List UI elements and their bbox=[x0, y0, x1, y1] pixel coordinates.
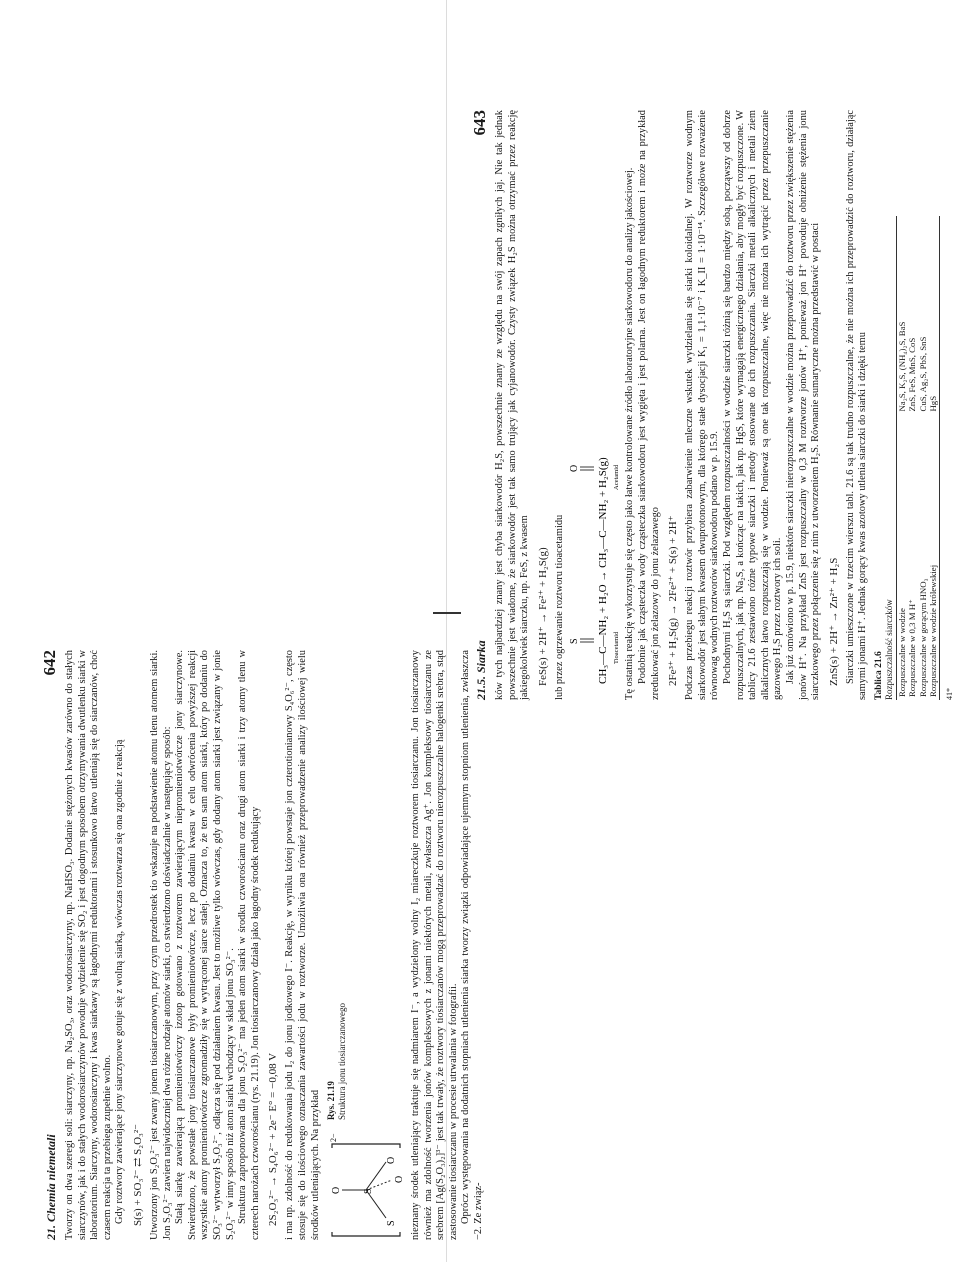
table-row bbox=[928, 216, 939, 700]
paragraph: nieznany środek utleniający traktuje się nadmiarem I⁻, a wydzielony wolny I₂ miareczkuje roztworem tiosiarczanu. Jon tiosiarczanowy również ma zdolność tworzenia jonów kompleksowych z jonami niektórych metali, zwłaszcza Ag⁺. Jon kompleksowy tiosiarczanu ze srebrem [Ag(S₂O₃)₂]³⁻ jest tak trwały, że roztwory tiosiarczanów mogą przeprowadzać do roztworu nierozpuszczalne halogenki srebra, stąd zastosowanie tiosiarczanu w procesie utrwalania w fotografii. bbox=[410, 650, 459, 1240]
atom-label: O bbox=[386, 1156, 398, 1164]
page-643 bbox=[470, 110, 954, 700]
equation: S(s) + SO₃²⁻ ⇄ S₂O₃²⁻ bbox=[131, 1124, 144, 1226]
paragraph: Podobnie jak cząsteczka wody cząsteczka siarkowodoru jest wygięta i jest polarna. Jest on łagodnym reduktorem i może na przykład zredukować jon żelazowy do jonu żelazawego bbox=[636, 110, 661, 700]
thiosulfate-structure bbox=[326, 1130, 406, 1240]
paragraph: Oprócz występowania na dodatnich stopniach utlenienia siarka tworzy związki odpowiadające ujemnym stopniom utlenienia, zwłaszcza −2. Ze związ- bbox=[460, 650, 485, 1240]
table-cell: Na₂S, K₂S, (NH₄)₂S, BaS bbox=[896, 321, 907, 412]
paragraph: ków tych najbardziej znany jest chyba siarkowodór H₂S, powszechnie znany ze względu na swój zapach zgniłych jaj. Nie tak jednak powszechnie jest wiadome, że siarkowodór jest tak samo trujący jak cyjanowodór. Czysty związek H₂S można otrzymać przez reakcję jakiegokolwiek siarczku, np. FeS, z kwasem bbox=[494, 110, 531, 700]
table-cell: Rozpuszczalne w wodzie królewskiej bbox=[928, 564, 939, 697]
figure-label: Rys. 21.19 bbox=[326, 1081, 337, 1120]
atom-label: S bbox=[363, 1188, 375, 1194]
equation: 2Fe³⁺ + H₂S(g) → 2Fe²⁺ + S(s) + 2H⁺ bbox=[667, 515, 680, 686]
equation-text: CH₃—C—NH₂ + H₂O → CH₃—C—NH₂ + H₂S(g) bbox=[597, 457, 610, 684]
paragraph: Podczas przebiegu reakcji roztwór przybiera zabarwienie mleczne wskutek wydzielania się siarki koloidalnej. W roztworze wodnym siarkowodór jest słabym kwasem dwuprotonowym, dla którego stałe dysocjacji K₁ = 1,1·10⁻⁷ i K_II = 1·10⁻¹⁴. Szczegółowe rozważenie równowag wodnych roztworów siarkowodoru podano w p. 15.9. bbox=[684, 110, 721, 700]
running-head: 21. Chemia niemetali bbox=[44, 1134, 58, 1240]
compound-name: Acetamid bbox=[613, 464, 621, 490]
atom-label: S bbox=[569, 638, 581, 644]
table-cell: ZnS, FeS, MnS, CoS bbox=[907, 337, 918, 412]
solubility-table bbox=[896, 216, 940, 700]
paragraph: lub przez ogrzewanie roztworu tioacetamidu bbox=[553, 514, 565, 700]
equation: FeS(s) + 2H⁺ → Fe²⁺ + H₂S(g) bbox=[536, 547, 549, 686]
table-cell: Rozpuszczalne w gorącym HNO₃ bbox=[917, 578, 928, 697]
running-head: 21.5. Siarka bbox=[474, 640, 488, 700]
paragraph: Gdy roztwory zawierające jony siarczynowe gotuje się z wolną siarką, wówczas roztwarza się ona zgodnie z reakcją bbox=[114, 739, 126, 1224]
page-number: 642 bbox=[40, 650, 59, 676]
atom-label: S bbox=[386, 1220, 398, 1226]
paragraph: Pochodnymi H₂S są siarczki. Pod względem rozpuszczalności w wodzie siarczki różnią się bardzo między sobą, począwszy od dobrze rozpuszczalnych, jak np. Na₂S, a kończąc na takich, jak np. HgS, które wymagają energicznego działania, aby mogły być rozpuszczone. W tablicy 21.6 zestawiono różne typowe siarczki i metody stosowane do ich rozpuszczania. Siarczki metali alkalicznych i metali ziem alkalicznych łatwo rozpuszczają się w wodzie. Ponieważ są one tak rozpuszczalne, więc nie można ich wytrącić przez przepuszczanie gazowego H₂S przez roztwory ich soli. bbox=[721, 110, 784, 700]
paragraph: Stałą siarkę zawierającą promieniotwórczy izotop gotowano z roztworem zawierającym niepromieniotwórcze jony siarczynowe. Stwierdzono, że powstałe jony tiosiarczanowe były promieniotwórcze, lecz po dodaniu kwasu w celu odwrócenia powyższej reakcji wszystkie atomy promieniotwórcze zgromadziły się w wytrąconej siarce stałej. Oznacza to, że ten sam atom siarki, który po dodaniu do SO₃²⁻ wytworzył S₂O₃²⁻, odłącza się pod działaniem kwasu. Jest to możliwe tylko wówczas, gdy dodany atom siarki jest związany w jonie S₂O₃²⁻ w inny sposób niż atom siarki wchodzący w skład jonu SO₃²⁻. bbox=[174, 650, 236, 1240]
figure-caption bbox=[326, 1003, 348, 1120]
signature-mark: 41* bbox=[944, 688, 954, 700]
paragraph: Tę ostatnią reakcję wykorzystuje się często jako łatwe kontrolowane źródło laboratoryjne siarkowodoru do analizy jakościowej. bbox=[624, 167, 636, 700]
paragraph: Siarczki umieszczone w trzecim wierszu tabl. 21.6 są tak trudno rozpuszczalne, że nie można ich przeprowadzić do roztworu, działając samymi jonami H⁺. Jednak gorący kwas azotowy utlenia siarczki do siarki i dzięki temu bbox=[844, 110, 869, 700]
page-header bbox=[40, 650, 60, 1240]
page-number: 643 bbox=[470, 110, 489, 136]
paragraph: Utworzony jon S₂O₃²⁻ jest zwany jonem tiosiarczanowym, przy czym przedrostek tio wskazuje na podstawienie atomu tlenu atomem siarki. Jon S₂O₃²⁻ zawiera najwidoczniej dwa różne rodzaje atomów siarki, co stwierdzono doświadczalnie w następujący sposób: bbox=[148, 650, 173, 1240]
table-row bbox=[896, 216, 907, 700]
table-title: Tablica 21.6 bbox=[873, 651, 884, 700]
paragraph: i ma np. zdolność do redukowania jodu I₂ do jonu jodkowego I⁻. Reakcję, w wyniku której powstaje jon czterotionianowy S₄O₆²⁻, często stosuje się do ilościowego oznaczania zawartości jodu w roztworze. Umożliwia ona również przeprowadzenie analizy ilościowej wielu środków utleniających. Na przykład bbox=[284, 650, 321, 1240]
page-header bbox=[470, 110, 490, 700]
equation: ZnS(s) + 2H⁺ → Zn²⁺ + H₂S bbox=[827, 557, 840, 686]
compound-name: Tioacetamid bbox=[613, 631, 621, 664]
paragraph: Tworzy on dwa szeregi soli: siarczyny, np. Na₂SO₃, oraz wodorosiarczyny, np. NaHSO₃. Dodanie stężonych kwasów zarówno do stałych siarczynów, jak i do stałych wodorosiarczynów powoduje wydzielenie się SO₂ i jest dogodnym sposobem otrzymywania dwutlenku siarki w laboratorium. Siarczyny, wodorosiarczyny i kwas siarkawy są łagodnymi reduktorami i stosunkowo łatwo utleniają się do siarczanów, choć czasem reakcja ta przebiega zupełnie wolno. bbox=[64, 650, 113, 1240]
atom-label: O bbox=[394, 1175, 406, 1183]
paragraph: Struktura zaproponowana dla jonu S₂O₃²⁻ ma jeden atom siarki w środku czworościanu oraz drugi atom siarki i trzy atomy tlenu w czterech narożach czworościanu (rys. 21.19). Jon tiosiarczanowy działa jako łagodny środek redukujący bbox=[237, 650, 261, 1240]
ion-charge: 2− bbox=[329, 1133, 339, 1142]
figure-21-19 bbox=[326, 650, 406, 1240]
atom-label: O bbox=[331, 1186, 343, 1194]
paragraph: Jak już omówiono w p. 15.9, niektóre siarczki nierozpuszczalne w wodzie można przeprowadzić do roztworu przez zwiększenie stężenia jonów H⁺. Na przykład ZnS jest rozpuszczalny w 0,3 M roztworze jonów H⁺, ponieważ jon H⁺ powoduje obniżenie stężenia jonu siarczkowego przez połączenie się z nim z utworzeniem H₂S. Równanie sumaryczne można przedstawić w postaci bbox=[784, 110, 822, 700]
figure-caption-text: Struktura jonu tiosiarczanowego bbox=[337, 1003, 348, 1120]
table-row bbox=[907, 216, 918, 700]
equation: 2S₂O₃²⁻ → S₄O₆²⁻ + 2e⁻ E° = −0,08 V bbox=[267, 1052, 280, 1226]
gutter-mark bbox=[433, 612, 461, 614]
table-subtitle: Rozpuszczalność siarczków bbox=[883, 599, 894, 700]
table-cell: Rozpuszczalne w wodzie bbox=[896, 608, 907, 697]
table-cell: Rozpuszczalne w 0,3 M H⁺ bbox=[907, 599, 918, 697]
table-row bbox=[918, 216, 929, 700]
table-cell: HgS bbox=[928, 395, 939, 412]
table-cell: CuS, Ag₂S, PbS, SnS bbox=[917, 336, 928, 412]
atom-label: O bbox=[569, 464, 581, 472]
thioacetamide-equation bbox=[568, 364, 622, 684]
